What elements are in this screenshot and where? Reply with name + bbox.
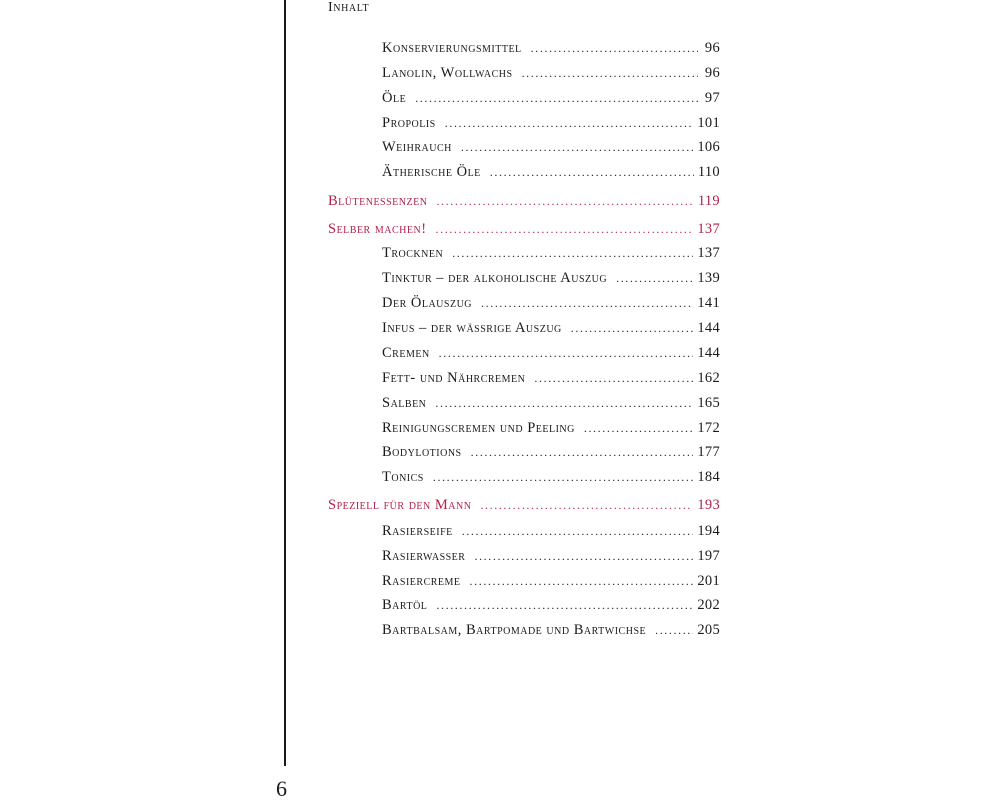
toc-entry-page: 205: [697, 622, 720, 638]
toc-entry-page: 144: [697, 345, 720, 361]
dot-leader: [584, 418, 693, 438]
dot-leader: [470, 571, 694, 591]
dot-leader: [616, 268, 693, 288]
dot-leader: [436, 595, 693, 615]
toc-entry-label: Fett- und Nährcremen: [382, 370, 526, 386]
toc-entry[interactable]: [382, 393, 720, 413]
dot-leader: [481, 293, 693, 313]
toc-entry[interactable]: [382, 318, 720, 338]
running-header: Inhalt: [328, 0, 370, 15]
dot-leader: [439, 343, 694, 363]
dot-leader: [571, 318, 694, 338]
toc-entry[interactable]: [382, 368, 720, 388]
toc-entry-label: Rasierwasser: [382, 548, 466, 564]
toc-entry-label: Bodylotions: [382, 444, 462, 460]
toc-entry-page: 172: [697, 420, 720, 436]
toc-chapter[interactable]: [328, 495, 720, 515]
toc-entry-label: Infus – der wässrige Auszug: [382, 320, 562, 336]
toc-entry-page: 96: [704, 65, 720, 81]
toc-entry[interactable]: [382, 620, 720, 640]
dot-leader: [522, 63, 698, 83]
toc-entry-page: 101: [697, 115, 720, 131]
dot-leader: [474, 546, 693, 566]
toc-entry-label: Rasierseife: [382, 523, 453, 539]
toc-chapter[interactable]: [328, 191, 720, 211]
toc-chapter[interactable]: [328, 219, 720, 239]
dot-leader: [436, 219, 694, 239]
toc-entry-label: Salben: [382, 395, 427, 411]
toc-entry-label: Weihrauch: [382, 139, 452, 155]
dot-leader: [531, 38, 698, 58]
toc-entry-label: Trocknen: [382, 245, 444, 261]
toc-entry-label: Lanolin, Wollwachs: [382, 65, 513, 81]
page-number: 6: [276, 776, 287, 801]
toc-entry[interactable]: [382, 571, 720, 591]
toc-entry-label: Konservierungsmittel: [382, 40, 522, 56]
toc-chapter-label: Selber machen!: [328, 221, 427, 237]
toc-entry[interactable]: [382, 467, 720, 487]
dot-leader: [462, 521, 694, 541]
dot-leader: [461, 137, 693, 157]
toc-entry-page: 162: [697, 370, 720, 386]
toc-entry[interactable]: [382, 293, 720, 313]
toc-entry[interactable]: [382, 442, 720, 462]
toc-entry[interactable]: [382, 595, 720, 615]
toc-entry[interactable]: [382, 88, 720, 108]
toc-entry-page: 137: [697, 245, 720, 261]
toc-entry-label: Ätherische Öle: [382, 164, 481, 180]
toc-entry-page: 197: [697, 548, 720, 564]
toc-entry-page: 194: [697, 523, 720, 539]
toc-chapter-page: 137: [697, 221, 720, 237]
toc-entry-page: 139: [697, 270, 720, 286]
toc-entry-label: Öle: [382, 90, 407, 106]
dot-leader: [435, 393, 693, 413]
toc-entry-page: 184: [697, 469, 720, 485]
toc-entry-label: Tinktur – der alkoholische Auszug: [382, 270, 608, 286]
toc-entry-page: 110: [697, 164, 720, 180]
dot-leader: [534, 368, 693, 388]
toc-entry-page: 144: [697, 320, 720, 336]
dot-leader: [445, 113, 694, 133]
toc-chapter-label: Speziell für den Mann: [328, 497, 472, 513]
dot-leader: [471, 442, 694, 462]
dot-leader: [655, 620, 693, 640]
toc-entry-page: 201: [697, 573, 720, 589]
toc-entry[interactable]: [382, 113, 720, 133]
toc-entry-label: Cremen: [382, 345, 430, 361]
toc-entry[interactable]: [382, 38, 720, 58]
toc-entry-label: Reinigungscremen und Peeling: [382, 420, 575, 436]
toc-entry-label: Rasiercreme: [382, 573, 461, 589]
toc-entry-page: 177: [697, 444, 720, 460]
toc-entry[interactable]: [382, 268, 720, 288]
toc-entry-page: 106: [697, 139, 720, 155]
toc-entry-label: Bartbalsam, Bartpomade und Bartwichse: [382, 622, 647, 638]
dot-leader: [433, 467, 693, 487]
toc-entry-page: 97: [704, 90, 720, 106]
toc-entry[interactable]: [382, 546, 720, 566]
toc-entry-page: 141: [697, 295, 720, 311]
dot-leader: [436, 191, 693, 211]
toc-entry[interactable]: [382, 521, 720, 541]
toc-entry[interactable]: [382, 162, 720, 182]
toc-entry[interactable]: [382, 418, 720, 438]
dot-leader: [490, 162, 694, 182]
toc-entry-page: 165: [697, 395, 720, 411]
toc-entry-label: Bartöl: [382, 597, 428, 613]
toc-entry-label: Tonics: [382, 469, 424, 485]
toc-chapter-page: 119: [697, 193, 720, 209]
toc-entry-page: 202: [697, 597, 720, 613]
dot-leader: [452, 243, 693, 263]
toc-entry[interactable]: [382, 243, 720, 263]
toc-entry-page: 96: [704, 40, 720, 56]
toc-entry[interactable]: [382, 63, 720, 83]
dot-leader: [480, 495, 693, 515]
dot-leader: [415, 88, 698, 108]
toc-chapter-label: Blütenessenzen: [328, 193, 428, 209]
toc-chapter-page: 193: [697, 497, 720, 513]
toc-entry-label: Propolis: [382, 115, 436, 131]
toc-entry[interactable]: [382, 137, 720, 157]
toc-entry[interactable]: [382, 343, 720, 363]
toc-entry-label: Der Ölauszug: [382, 295, 473, 311]
